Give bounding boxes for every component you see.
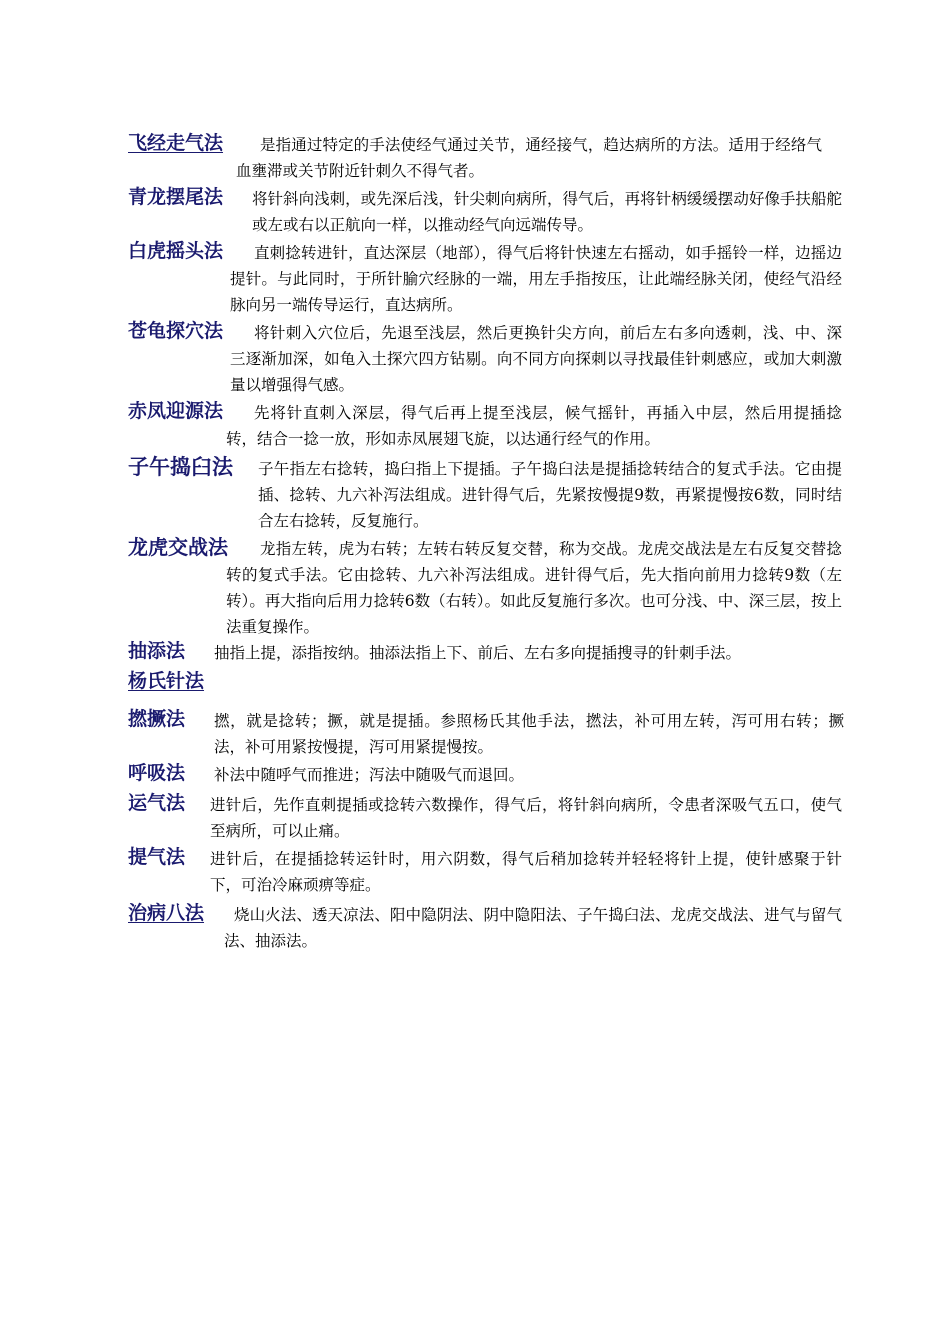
term-heading: 龙虎交战法 — [128, 535, 228, 559]
term-definition: 补法中随呼气而推进；泻法中随吸气而退回。 — [214, 766, 525, 784]
term-definition: 子午指左右捻转，捣臼指上下提插。子午捣臼法是提插捻转结合的复式手法。它由提插、捻转、九六补泻法组成。进针得气后，先紧按慢提9数，再紧提慢按6数，同时结合左右捻转，反复施行。 — [258, 460, 842, 530]
term-heading: 撚撅法 — [128, 708, 186, 730]
term-definition: 抽指上提，添指按纳。抽添法指上下、前后、左右多向提插搜寻的针刺手法。 — [214, 644, 742, 662]
term-heading: 治病八法 — [128, 902, 205, 924]
term-heading: 呼吸法 — [128, 762, 186, 784]
term-definition: 龙指左转，虎为右转；左转右转反复交替，称为交战。龙虎交战法是左右反复交替捻转的复式手法。它由捻转、九六补泻法组成。进针得气后，先大指向前用力捻转9数（左转）。再大指向后用力捻转6数（右转）。如此反复施行多次。也可分浅、中、深三层，按上法重复操作。 — [226, 540, 842, 636]
term-heading: 飞经走气法 — [128, 132, 224, 154]
term-heading: 苍龟探穴法 — [128, 320, 224, 342]
term-definition: 撚，就是捻转；撅，就是提插。参照杨氏其他手法，撚法，补可用左转，泻可用右转；撅法，补可用紧按慢提，泻可用紧提慢按。 — [214, 712, 844, 756]
term-heading: 白虎摇头法 — [128, 240, 224, 262]
section-heading: 杨氏针法 — [128, 670, 205, 692]
term-definition: 直刺捻转进针，直达深层（地部），得气后将针快速左右摇动，如手摇铃一样，边摇边提针。与此同时，于所针腧穴经脉的一端，用左手指按压，让此端经脉关闭，使经气沿经脉向另一端传导运行，直达病所。 — [230, 244, 842, 314]
term-definition: 进针后，在提插捻转运针时，用六阴数，得气后稍加捻转并轻轻将针上提，使针感聚于针下，可治冷麻顽痹等症。 — [210, 850, 842, 894]
term-definition: 进针后，先作直刺提插或捻转六数操作，得气后，将针斜向病所，令患者深吸气五口，使气至病所，可以止痛。 — [210, 796, 842, 840]
term-definition: 是指通过特定的手法使经气通过关节，通经接气，趋达病所的方法。适用于经络气血壅滞或关节附近针刺久不得气者。 — [236, 136, 822, 180]
term-heading: 抽添法 — [128, 640, 186, 662]
term-heading: 运气法 — [128, 792, 186, 814]
term-definition: 将针斜向浅刺，或先深后浅，针尖刺向病所，得气后，再将针柄缓缓摆动好像手扶船舵或左或右以正航向一样，以推动经气向远端传导。 — [252, 190, 842, 234]
term-heading: 提气法 — [128, 846, 186, 868]
term-definition: 将针刺入穴位后，先退至浅层，然后更换针尖方向，前后左右多向透刺，浅、中、深三逐渐加深，如龟入土探穴四方钻剔。向不同方向探刺以寻找最佳针刺感应，或加大刺激量以增强得气感。 — [230, 324, 842, 394]
term-heading: 青龙摆尾法 — [128, 186, 224, 208]
term-definition: 先将针直刺入深层，得气后再上提至浅层，候气摇针，再插入中层，然后用提插捻转，结合一捻一放，形如赤凤展翅飞旋，以达通行经气的作用。 — [226, 404, 842, 448]
term-definition: 烧山火法、透天凉法、阳中隐阴法、阴中隐阳法、子午捣臼法、龙虎交战法、进气与留气法、抽添法。 — [224, 906, 842, 950]
term-heading: 子午捣臼法 — [128, 455, 233, 479]
term-heading: 赤凤迎源法 — [128, 400, 224, 422]
